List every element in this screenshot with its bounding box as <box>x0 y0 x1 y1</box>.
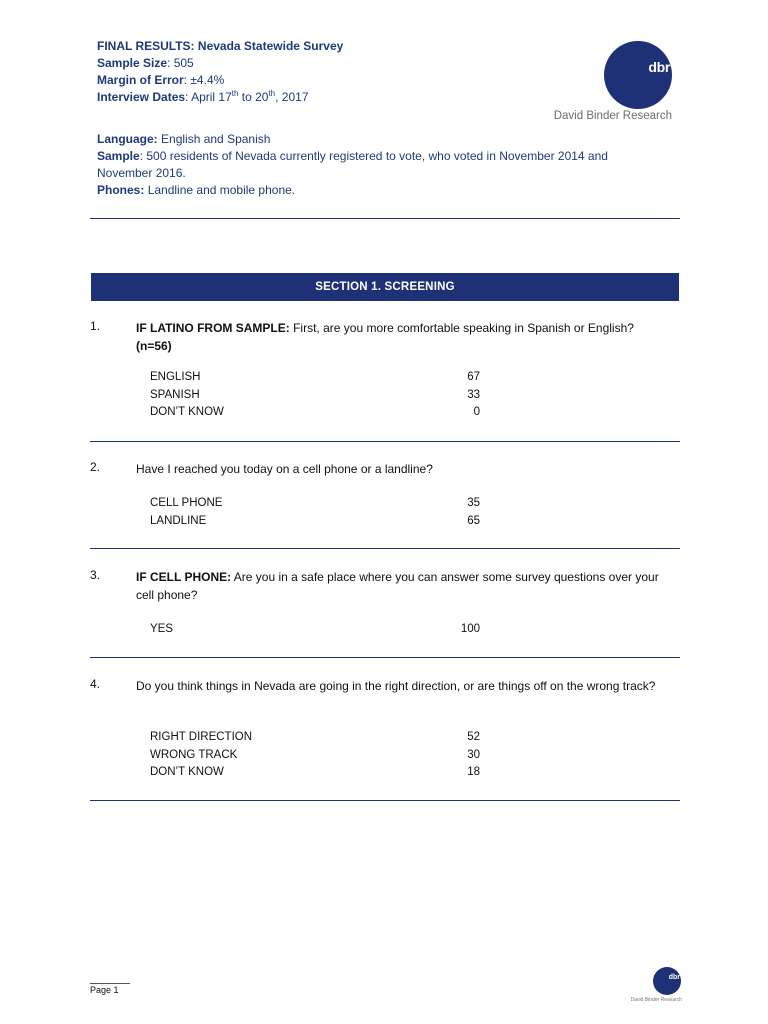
dates-part1: April 17 <box>191 90 232 104</box>
question-number: 4. <box>90 677 101 691</box>
question-text <box>136 460 676 478</box>
section-title: SECTION 1. SCREENING <box>91 273 679 301</box>
answer-label: LANDLINE <box>150 514 207 527</box>
question-1 <box>90 319 680 429</box>
divider <box>90 548 680 549</box>
answer-label: YES <box>150 623 174 635</box>
answer-value: 0 <box>473 406 480 418</box>
question-number: 1. <box>90 319 101 333</box>
answer-list <box>150 729 480 782</box>
answer-row <box>150 495 480 513</box>
answer-label: RIGHT DIRECTION <box>150 731 253 743</box>
phones-line <box>97 182 657 199</box>
answer-row <box>150 729 480 747</box>
sample-label: Sample <box>97 149 140 163</box>
sample-size-value: 505 <box>173 56 194 70</box>
footer-logo <box>653 967 681 995</box>
dates-sup1: th <box>231 89 239 98</box>
divider <box>90 441 680 442</box>
answer-value: 52 <box>467 731 480 743</box>
question-4 <box>90 677 680 787</box>
phones-label: Phones: <box>97 183 145 197</box>
question-text <box>136 677 676 695</box>
question-number: 2. <box>90 460 101 474</box>
divider <box>90 657 680 658</box>
question-number: 3. <box>90 568 101 582</box>
logo-text: dbr <box>648 59 670 75</box>
sample-line <box>97 148 657 182</box>
survey-title: Nevada Statewide Survey <box>197 39 344 53</box>
logo-caption: David Binder Research <box>553 110 672 122</box>
answer-value: 100 <box>460 623 480 635</box>
answer-row <box>150 747 480 765</box>
title-label: FINAL RESULTS: <box>97 39 195 53</box>
dates-sup2: th <box>268 89 276 98</box>
dates-part3: , 2017 <box>275 90 309 104</box>
margin-line: Margin of Error: ±4.4% <box>97 73 225 87</box>
sample-size-line: Sample Size: 505 <box>97 56 194 70</box>
divider <box>90 800 680 801</box>
question-lead: IF LATINO FROM SAMPLE: <box>136 321 290 335</box>
answer-value: 35 <box>467 497 480 509</box>
answer-label: DON’T KNOW <box>150 766 224 778</box>
answer-row <box>150 764 480 782</box>
survey-meta <box>97 131 657 199</box>
question-text <box>136 319 676 355</box>
question-text <box>136 568 676 604</box>
answer-value: 65 <box>467 514 480 527</box>
question-body: Have I reached you today on a cell phone or a landline? <box>136 462 433 476</box>
question-body: First, are you more comfortable speaking in Spanish or English? <box>289 321 634 335</box>
language-label: Language: <box>97 132 158 146</box>
answer-value: 67 <box>467 371 480 383</box>
divider <box>90 218 680 219</box>
answer-row <box>150 513 480 531</box>
question-2 <box>90 460 680 540</box>
answer-list <box>150 369 480 422</box>
phones-value: Landline and mobile phone. <box>147 183 296 197</box>
answer-row <box>150 369 480 387</box>
answer-list <box>150 621 480 639</box>
page-number: Page 1 <box>90 985 119 995</box>
title-line <box>97 38 617 55</box>
sample-size-label: Sample Size <box>97 56 168 70</box>
question-body: Do you think things in Nevada are going in the right direction, or are things off on the wrong track? <box>136 679 656 693</box>
report-header <box>97 38 617 106</box>
sample-value: : 500 residents of Nevada currently registered to vote, who voted in November 2014 and November 2016. <box>97 149 608 180</box>
answer-row <box>150 404 480 422</box>
footer-rule <box>90 983 130 984</box>
language-line <box>97 131 657 148</box>
margin-label: Margin of Error <box>97 73 184 87</box>
dates-part2: to 20 <box>238 90 269 104</box>
dates-label: Interview Dates <box>97 90 186 104</box>
answer-list <box>150 495 480 530</box>
dbr-logo <box>604 41 672 109</box>
answer-label: SPANISH <box>150 388 200 401</box>
margin-value: ±4.4% <box>190 73 225 87</box>
language-value: English and Spanish <box>161 132 271 146</box>
answer-row <box>150 621 480 639</box>
dates-line: Interview Dates: April 17th to 20th, 2017 <box>97 89 309 104</box>
question-sub: (n=56) <box>136 339 172 353</box>
question-body: Are you in a safe place where you can answer some survey questions over your cell phone? <box>136 570 659 602</box>
footer-logo-text: dbr <box>668 974 680 981</box>
answer-label: ENGLISH <box>150 371 201 383</box>
answer-value: 18 <box>467 766 480 778</box>
answer-value: 30 <box>467 748 480 761</box>
answer-row <box>150 387 480 405</box>
answer-label: DON’T KNOW <box>150 406 224 418</box>
question-3 <box>90 568 680 648</box>
question-lead: IF CELL PHONE: <box>136 570 232 584</box>
answer-label: CELL PHONE <box>150 497 223 509</box>
answer-label: WRONG TRACK <box>150 748 238 761</box>
answer-value: 33 <box>467 388 480 401</box>
footer-logo-caption: David Binder Research <box>630 997 682 1003</box>
